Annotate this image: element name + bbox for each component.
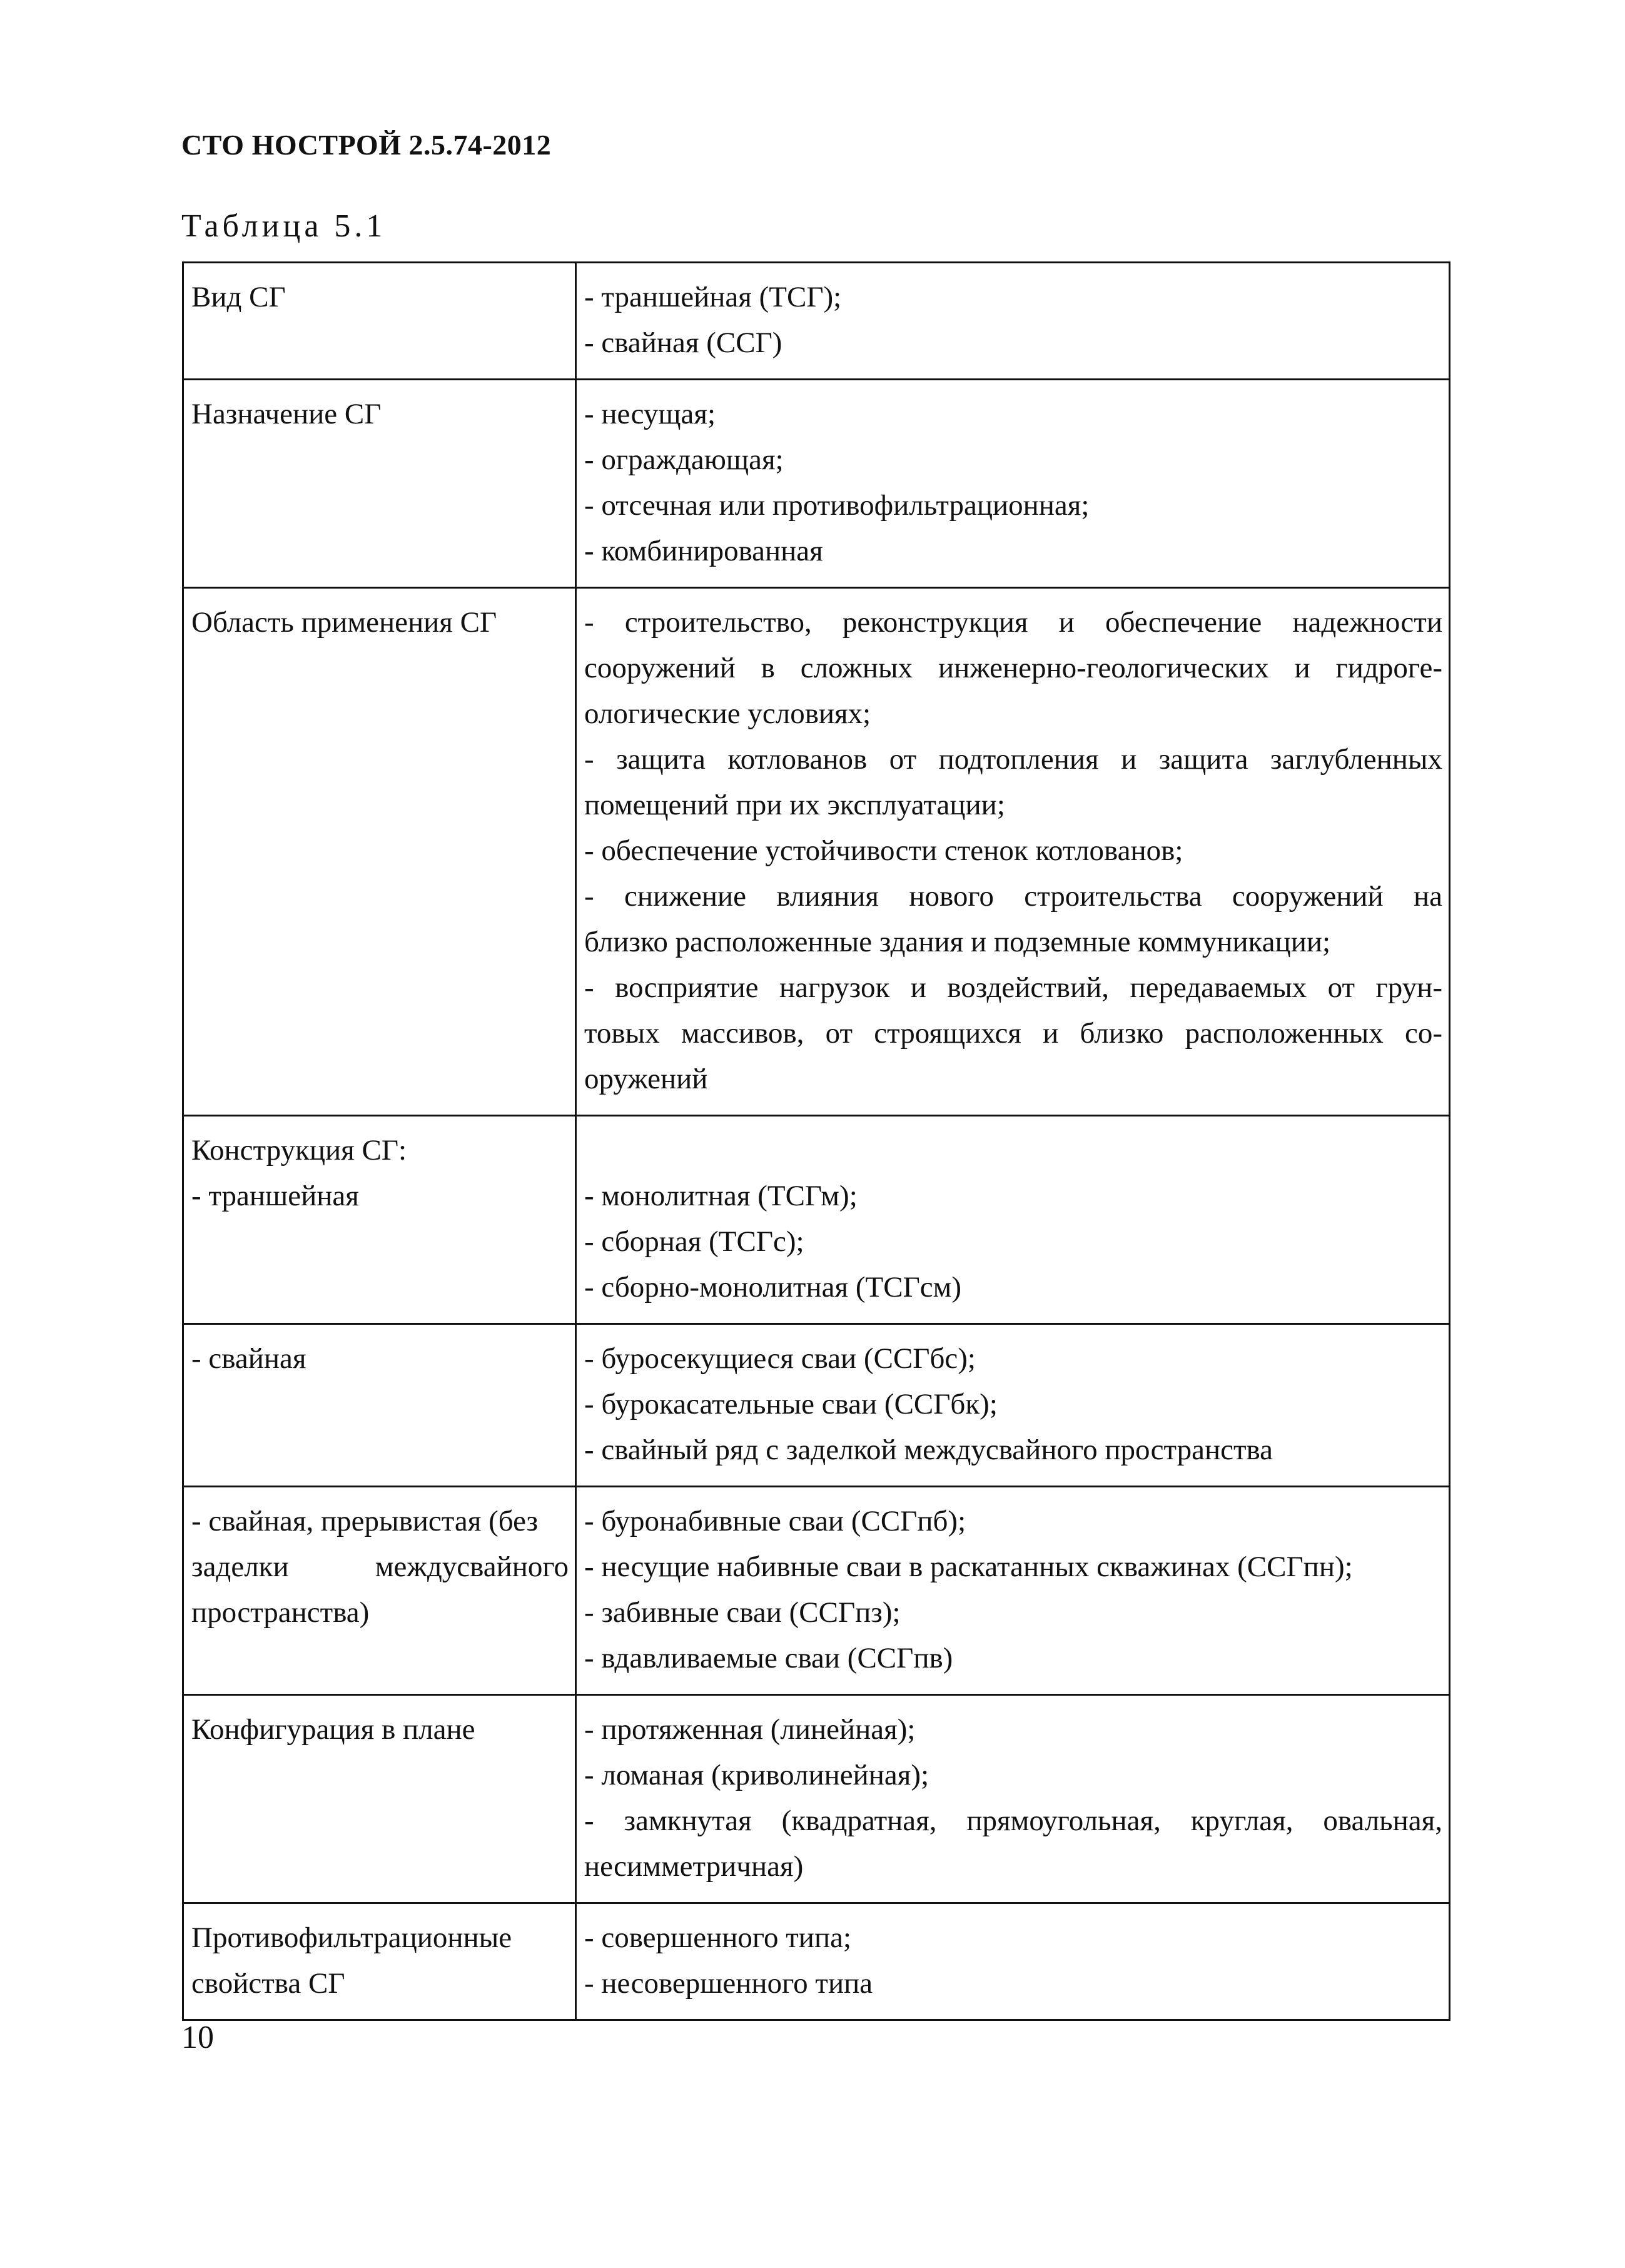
row-value-line: - ломаная (криволинейная); bbox=[584, 1759, 929, 1791]
row-value-line: - несущие набивные сваи в раскатанных скважинах (ССГпн); bbox=[584, 1551, 1353, 1583]
row-label-line: Назначение СГ bbox=[191, 398, 382, 430]
row-label-line: Конструкция СГ: bbox=[191, 1134, 407, 1167]
row-label-line: заделки междусвайного bbox=[191, 1551, 569, 1583]
row-value-line: - восприятие нагрузок и воздействий, передаваемых от грун- bbox=[584, 971, 1442, 1004]
row-value-line: несимметричная) bbox=[584, 1850, 804, 1883]
row-value-cell bbox=[576, 380, 1450, 588]
row-value-line: сооружений в сложных инженерно-геологических и гидроге- bbox=[584, 652, 1442, 684]
table-row bbox=[183, 1116, 1450, 1324]
row-label-cell bbox=[183, 1324, 576, 1487]
row-value-cell bbox=[576, 263, 1450, 380]
page-number: 10 bbox=[181, 2020, 214, 2055]
row-label-line: - свайная bbox=[191, 1342, 306, 1375]
row-label-line: свойства СГ bbox=[191, 1967, 345, 2000]
row-value-line: - траншейная (ТСГ); bbox=[584, 281, 842, 313]
row-label-line: Противофильтрационные bbox=[191, 1921, 512, 1954]
table-row bbox=[183, 1487, 1450, 1695]
document-header: СТО НОСТРОЙ 2.5.74-2012 bbox=[181, 129, 552, 161]
row-label-cell bbox=[183, 1116, 576, 1324]
row-label-line: Конфигурация в плане bbox=[191, 1713, 475, 1746]
row-value-line: - замкнутая (квадратная, прямоугольная, круглая, овальная, bbox=[584, 1805, 1442, 1837]
row-label-cell bbox=[183, 1487, 576, 1695]
row-value-cell bbox=[576, 1324, 1450, 1487]
table-row bbox=[183, 588, 1450, 1116]
specification-table bbox=[182, 261, 1450, 2021]
row-value-line: - несовершенного типа bbox=[584, 1967, 873, 2000]
row-value-line bbox=[584, 1128, 1442, 1173]
row-value-line: - сборная (ТСГс); bbox=[584, 1225, 804, 1258]
row-value-line: ологические условиях; bbox=[584, 697, 871, 730]
table-row bbox=[183, 1324, 1450, 1487]
row-value-line: близко расположенные здания и подземные коммуникации; bbox=[584, 926, 1331, 958]
table-row bbox=[183, 263, 1450, 380]
row-value-line: - вдавливаемые сваи (ССГпв) bbox=[584, 1642, 953, 1674]
row-value-line: - снижение влияния нового строительства сооружений на bbox=[584, 880, 1442, 913]
row-value-line: - свайный ряд с заделкой междусвайного пространства bbox=[584, 1434, 1273, 1466]
table-row bbox=[183, 1903, 1450, 2020]
row-label-cell bbox=[183, 380, 576, 588]
row-value-line: - монолитная (ТСГм); bbox=[584, 1180, 858, 1212]
row-value-line: - свайная (ССГ) bbox=[584, 327, 782, 359]
row-value-cell bbox=[576, 1487, 1450, 1695]
row-label-cell bbox=[183, 1695, 576, 1903]
row-label-line: - траншейная bbox=[191, 1180, 359, 1212]
row-label-line: Область применения СГ bbox=[191, 606, 497, 639]
row-value-cell bbox=[576, 1903, 1450, 2020]
row-label-cell bbox=[183, 588, 576, 1116]
row-value-cell bbox=[576, 588, 1450, 1116]
row-value-line: - строительство, реконструкция и обеспечение надежности bbox=[584, 606, 1442, 639]
row-value-line: - комбинированная bbox=[584, 535, 823, 567]
row-value-line: - защита котлованов от подтопления и защита заглубленных bbox=[584, 743, 1442, 776]
row-label-cell bbox=[183, 1903, 576, 2020]
row-value-line: - отсечная или противофильтрационная; bbox=[584, 489, 1090, 522]
row-value-line: - буронабивные сваи (ССГпб); bbox=[584, 1505, 966, 1537]
row-label-cell bbox=[183, 263, 576, 380]
row-label-line: Вид СГ bbox=[191, 281, 286, 313]
row-value-line: - бурокасательные сваи (ССГбк); bbox=[584, 1388, 998, 1420]
row-value-line: - совершенного типа; bbox=[584, 1921, 852, 1954]
row-value-line: - забивные сваи (ССГпз); bbox=[584, 1596, 901, 1629]
row-value-line: товых массивов, от строящихся и близко расположенных со- bbox=[584, 1017, 1442, 1050]
table-row bbox=[183, 380, 1450, 588]
row-value-line: - ограждающая; bbox=[584, 443, 784, 476]
row-value-line: - обеспечение устойчивости стенок котлованов; bbox=[584, 834, 1183, 867]
row-value-cell bbox=[576, 1695, 1450, 1903]
row-value-line: помещений при их эксплуатации; bbox=[584, 789, 1005, 821]
row-value-line: - несущая; bbox=[584, 398, 716, 430]
row-label-line: - свайная, прерывистая (без bbox=[191, 1505, 539, 1537]
row-value-line: - сборно-монолитная (ТСГсм) bbox=[584, 1271, 961, 1304]
row-value-line: - буросекущиеся сваи (ССГбс); bbox=[584, 1342, 976, 1375]
row-value-line: - протяженная (линейная); bbox=[584, 1713, 916, 1746]
row-value-cell bbox=[576, 1116, 1450, 1324]
row-value-line: оружений bbox=[584, 1063, 708, 1095]
table-caption: Таблица 5.1 bbox=[181, 208, 387, 244]
table-row bbox=[183, 1695, 1450, 1903]
row-label-line: пространства) bbox=[191, 1596, 370, 1629]
